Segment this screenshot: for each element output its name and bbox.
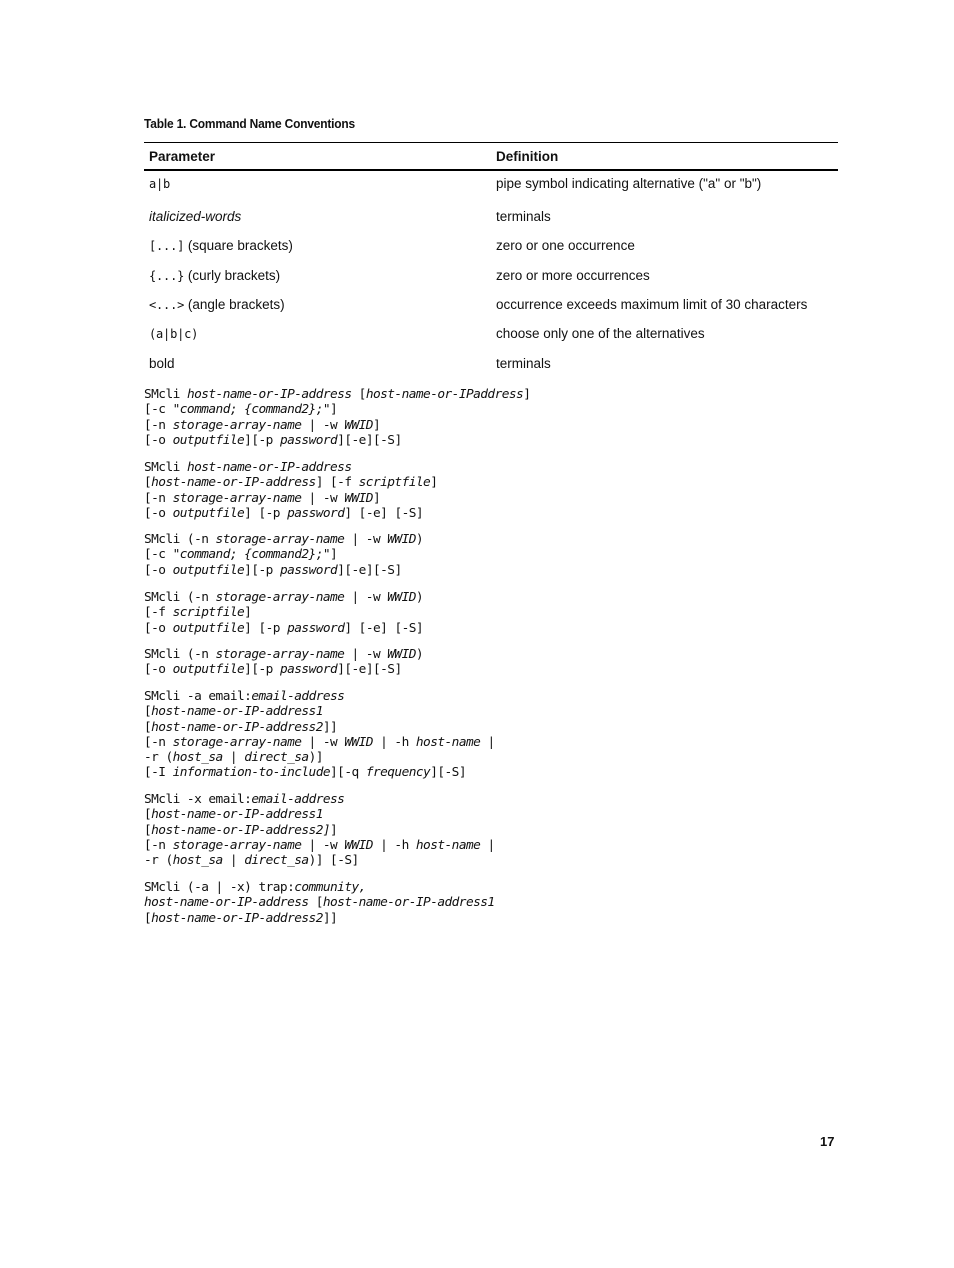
code-placeholder: frequency [365, 765, 431, 781]
table-header-row [144, 143, 838, 171]
code-placeholder: direct_sa [244, 750, 309, 766]
definition-cell: zero or more occurrences [496, 267, 650, 283]
code-line [144, 662, 844, 677]
code-literal: ][-p [244, 662, 280, 678]
code-literal: ]] [322, 910, 338, 926]
parameter-code: (a|b|c) [149, 327, 199, 342]
table-caption: Table 1. Command Name Conventions [144, 116, 356, 131]
code-literal: [-o [144, 662, 173, 678]
code-line [144, 807, 844, 822]
code-literal: | [222, 853, 245, 869]
code-line [144, 433, 844, 448]
code-literal: | -w [344, 590, 388, 605]
code-literal: [-n [144, 837, 173, 853]
code-placeholder: WWID [387, 590, 416, 605]
code-line [144, 853, 844, 868]
parameter-cell [144, 319, 491, 348]
code-line [144, 605, 844, 620]
code-literal: ) [415, 647, 424, 662]
code-literal: SMcli -a email: [144, 689, 252, 704]
code-line [144, 460, 844, 475]
code-block-2 [144, 460, 844, 521]
code-literal: [-n [144, 734, 173, 750]
code-placeholder: outputfile [172, 662, 245, 678]
code-placeholder: host-name-or-IP-address2 [151, 719, 323, 735]
code-literal: | -w [301, 837, 345, 853]
code-placeholder: email-address [251, 689, 345, 704]
code-line [144, 880, 844, 895]
table-row [144, 261, 838, 290]
code-line [144, 621, 844, 636]
definition-cell: terminals [496, 209, 551, 225]
code-literal: | -h [372, 734, 416, 750]
code-placeholder: outputfile [172, 432, 245, 448]
code-placeholder: host-name-or-IP-address [186, 460, 352, 475]
code-line [144, 838, 844, 853]
code-placeholder: WWID [344, 837, 373, 853]
code-literal: )] [308, 750, 323, 766]
code-placeholder: command; {command2}; [179, 547, 323, 563]
code-literal: ] [330, 822, 338, 838]
definition-cell: terminals [496, 355, 551, 371]
code-literal: [-f [144, 605, 173, 621]
code-placeholder: WWID [344, 490, 373, 506]
table-row [144, 348, 838, 377]
code-placeholder: password [287, 620, 345, 636]
parameter-cell [144, 170, 491, 202]
parameter-cell [144, 290, 491, 319]
code-literal: ] [523, 387, 531, 402]
code-placeholder: outputfile [172, 505, 245, 521]
code-literal: ][-p [244, 432, 280, 448]
code-line [144, 491, 844, 506]
code-literal: ] [244, 605, 252, 621]
code-line [144, 402, 844, 417]
code-literal: ] [-f [315, 475, 359, 491]
code-literal: [ [144, 822, 152, 838]
code-literal: ][-S] [430, 765, 466, 781]
table-row [144, 319, 838, 348]
code-placeholder: WWID [344, 734, 373, 750]
code-line [144, 387, 844, 402]
code-placeholder: WWID [387, 532, 416, 547]
code-literal: [-c " [144, 402, 180, 418]
code-placeholder: password [279, 662, 338, 678]
code-literal: [ [308, 895, 323, 911]
parameter-code: a|b [149, 177, 171, 191]
code-placeholder: storage-array-name [215, 590, 345, 605]
code-literal: ][-p [244, 562, 280, 578]
code-block-6 [144, 689, 844, 781]
code-literal: [-c " [144, 547, 180, 563]
definition-cell: pipe symbol indicating alternative ("a" or "b") [496, 176, 762, 191]
code-line [144, 823, 844, 838]
code-placeholder: command; {command2}; [179, 402, 323, 418]
code-placeholder: storage-array-name [172, 734, 302, 750]
code-literal: ][-e][-S] [337, 562, 402, 578]
code-literal: [ [144, 475, 152, 491]
code-placeholder: direct_sa [244, 853, 309, 869]
code-line [144, 506, 844, 521]
code-placeholder: storage-array-name [172, 417, 302, 433]
code-literal: [ [144, 719, 152, 735]
code-placeholder: WWID [387, 647, 416, 662]
code-placeholder: password [287, 505, 345, 521]
code-line [144, 418, 844, 433]
code-line [144, 647, 844, 662]
code-block-1 [144, 387, 844, 448]
header-parameter: Parameter [144, 143, 491, 171]
code-placeholder: host-name-or-IP-address1 [151, 704, 323, 720]
parameter-text: (square brackets) [184, 238, 293, 254]
code-literal: ]] [322, 719, 338, 735]
parameter-text: italicized-words [149, 209, 242, 225]
code-placeholder: host-name [415, 734, 481, 750]
code-literal: | -w [344, 647, 388, 662]
table-row [144, 202, 838, 231]
code-line [144, 689, 844, 704]
table-row [144, 170, 838, 202]
code-literal: ] [430, 475, 438, 491]
code-line [144, 475, 844, 490]
code-literal: ] [-p [244, 505, 288, 521]
code-line [144, 547, 844, 562]
code-literal: | -w [344, 532, 388, 547]
code-literal: [-o [144, 505, 173, 521]
parameter-cell [144, 261, 491, 290]
code-literal: ][-q [330, 765, 366, 781]
parameter-text: (curly brackets) [184, 267, 281, 283]
parameter-code: <...> [149, 298, 185, 313]
command-conventions-table [144, 142, 838, 378]
code-literal: SMcli -x email: [144, 792, 252, 807]
code-placeholder: host-name-or-IP-address1 [322, 895, 495, 911]
code-placeholder: host-name [415, 837, 481, 853]
code-line [144, 704, 844, 719]
code-literal: [-n [144, 490, 173, 506]
code-placeholder: storage-array-name [172, 490, 302, 506]
code-literal: | [222, 750, 245, 766]
code-literal: )] [-S] [308, 853, 359, 869]
code-placeholder: outputfile [172, 620, 245, 636]
code-literal: | -h [372, 837, 416, 853]
code-line [144, 590, 844, 605]
code-literal: [ [144, 704, 152, 720]
code-literal: SMcli (-n [144, 647, 216, 662]
code-placeholder: host_sa [172, 750, 223, 766]
code-placeholder: host-name-or-IP-address1 [151, 807, 323, 823]
code-placeholder: WWID [344, 417, 373, 433]
code-literal: ][-e][-S] [337, 662, 402, 678]
code-placeholder: password [279, 562, 338, 578]
code-literal: SMcli [144, 460, 187, 475]
code-literal: [ [351, 387, 366, 402]
code-literal: [-o [144, 620, 173, 636]
code-line [144, 765, 844, 780]
code-placeholder: host-name-or-IP-address [144, 895, 309, 911]
code-literal: SMcli (-a | -x) trap: [144, 880, 295, 895]
parameter-code: {...} [149, 268, 185, 283]
header-definition: Definition [491, 143, 838, 171]
definition-cell: occurrence exceeds maximum limit of 30 characters [496, 297, 808, 313]
table-row [144, 231, 838, 260]
code-placeholder: host-name-or-IP-address [151, 475, 316, 491]
code-literal: [-I [144, 765, 173, 781]
code-literal: | [480, 734, 495, 750]
code-literal: ) [415, 590, 424, 605]
code-literal: ] [372, 417, 381, 433]
definition-cell: zero or one occurrence [496, 238, 635, 254]
parameter-text: bold [149, 355, 175, 371]
code-literal: ] [-p [244, 620, 288, 636]
code-literal: [ [144, 807, 152, 823]
code-literal: SMcli [144, 387, 187, 402]
code-literal: | [480, 837, 495, 853]
page-number: 17 [820, 1134, 835, 1149]
code-placeholder: host-name-or-IP-address2 [151, 910, 323, 926]
code-literal: | -w [301, 734, 345, 750]
code-line [144, 563, 844, 578]
code-placeholder: email-address [251, 792, 345, 807]
code-literal: ][-e][-S] [337, 432, 402, 448]
code-literal: [-o [144, 432, 173, 448]
code-placeholder: host-name-or-IP-address2] [151, 822, 331, 838]
code-placeholder: storage-array-name [215, 647, 345, 662]
code-line [144, 911, 844, 926]
code-literal: [-n [144, 417, 173, 433]
parameter-cell [144, 231, 491, 260]
parameter-cell [144, 202, 491, 231]
code-literal: [ [144, 910, 152, 926]
code-literal: ] [-e] [-S] [344, 505, 424, 521]
code-line [144, 735, 844, 750]
code-block-7 [144, 792, 844, 868]
code-literal: ] [-e] [-S] [344, 620, 424, 636]
code-block-5 [144, 647, 844, 678]
parameter-code: [...] [149, 239, 185, 254]
code-placeholder: outputfile [172, 562, 245, 578]
code-placeholder: scriptfile [172, 605, 245, 621]
code-line [144, 720, 844, 735]
code-placeholder: host-name-or-IP-address [186, 387, 352, 402]
code-block-4 [144, 590, 844, 636]
code-literal: ] [372, 490, 381, 506]
code-literal: "] [322, 402, 338, 418]
definition-cell: choose only one of the alternatives [496, 326, 705, 342]
code-line [144, 792, 844, 807]
code-literal: [-o [144, 562, 173, 578]
code-literal: -r ( [144, 853, 173, 869]
code-placeholder: password [279, 432, 338, 448]
code-placeholder: information-to-include [172, 765, 331, 781]
parameter-text: (angle brackets) [184, 297, 285, 313]
code-placeholder: community, [294, 880, 366, 895]
table-row [144, 290, 838, 319]
code-placeholder: storage-array-name [215, 532, 345, 547]
code-literal: ) [415, 532, 424, 547]
code-placeholder: host_sa [172, 853, 223, 869]
code-line [144, 750, 844, 765]
code-block-3 [144, 532, 844, 578]
code-placeholder: storage-array-name [172, 837, 302, 853]
code-literal: SMcli (-n [144, 532, 216, 547]
code-placeholder: scriptfile [358, 475, 431, 491]
code-literal: -r ( [144, 750, 173, 766]
parameter-cell [144, 348, 491, 377]
code-literal: SMcli (-n [144, 590, 216, 605]
code-literal: | -w [301, 490, 345, 506]
code-placeholder: host-name-or-IPaddress [365, 387, 524, 402]
code-line [144, 532, 844, 547]
code-block-8 [144, 880, 844, 926]
code-line [144, 895, 844, 910]
code-literal: | -w [301, 417, 345, 433]
code-literal: "] [322, 547, 338, 563]
